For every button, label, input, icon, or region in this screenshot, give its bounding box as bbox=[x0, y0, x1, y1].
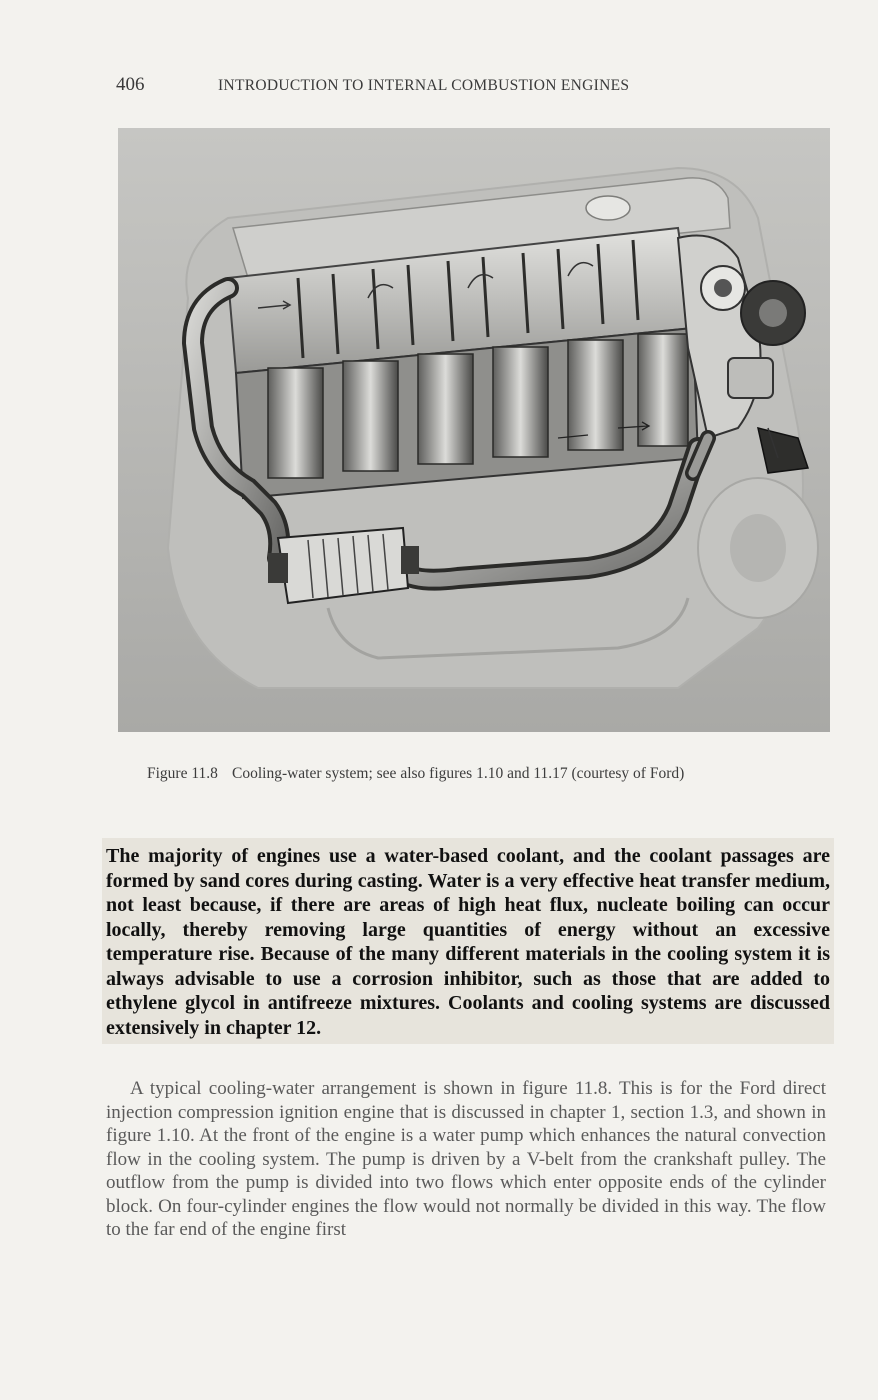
highlighted-paragraph: The majority of engines use a water-based coolant, and the coolant passages are formed by sand cores during casting. Water is a very effective heat transfer medium, not least because, if there are areas of high heat flux, nucleate boiling can occur locally, thereby removing large quantities of energy without an excessive temperature rise. Because of the many different materials in the cooling system it is always advisable to use a corrosion inhibitor, such as those that are added to ethylene glycol in antifreeze mixtures. Coolants and cooling systems are discussed extensively in chapter 12. bbox=[102, 838, 834, 1044]
body-paragraph: A typical cooling-water arrangement is shown in figure 11.8. This is for the Ford direct injection compression ignition engine that is discussed in chapter 1, section 1.3, and shown in figure 1.10. At the front of the engine is a water pump which enhances the natural convection flow in the cooling system. The pump is driven by a V-belt from the crankshaft pulley. The outflow from the pump is divided into two flows which enter opposite ends of the cylinder block. On four-cylinder engines the flow would not normally be divided in this way. The flow to the far end of the engine first bbox=[106, 1078, 826, 1240]
figure-caption-label: Figure 11.8 bbox=[147, 765, 218, 782]
running-head: INTRODUCTION TO INTERNAL COMBUSTION ENGINES bbox=[218, 77, 630, 94]
page-number: 406 bbox=[116, 74, 145, 95]
figure-caption-text: Cooling-water system; see also figures 1.10 and 11.17 (courtesy of Ford) bbox=[232, 765, 685, 782]
page-header bbox=[116, 74, 736, 100]
engine-cooling-figure bbox=[118, 128, 830, 732]
engine-cooling-system-icon bbox=[118, 128, 830, 732]
